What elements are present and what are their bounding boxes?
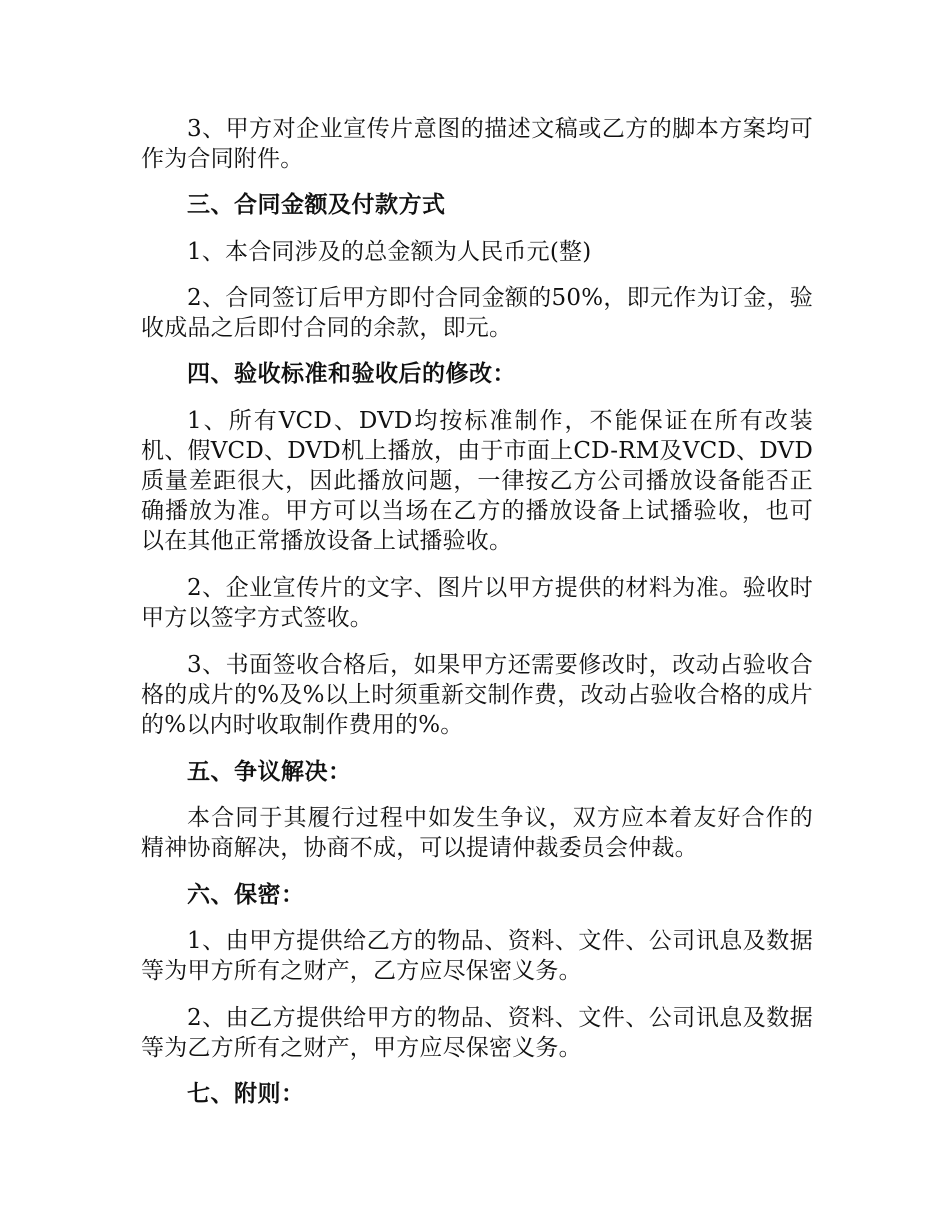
clause-playback-paragraph: 1、所有VCD、DVD均按标准制作，不能保证在所有改装机、假VCD、DVD机上播放，由于市面上CD-RM及VCD、DVD质量差距很大，因此播放问题，一律按乙方公司播放设备能否正确播放为准。甲方可以当场在乙方的播放设备上试播验收，也可以在其他正常播放设备上试播验收。 <box>141 408 813 554</box>
clause-payment-paragraph: 2、合同签订后甲方即付合同金额的50%，即元作为订金，验收成品之后即付合同的余款，即元。 <box>141 285 813 341</box>
section-heading-acceptance: 四、验收标准和验收后的修改： <box>187 360 516 387</box>
clause-materials-paragraph: 2、企业宣传片的文字、图片以甲方提供的材料为准。验收时甲方以签字方式签收。 <box>141 575 813 631</box>
section-heading-contract-amount: 三、合同金额及付款方式 <box>187 191 446 218</box>
clause-total-amount-paragraph: 1、本合同涉及的总金额为人民币元(整) <box>187 239 592 265</box>
section-heading-appendix: 七、附则： <box>187 1080 305 1107</box>
clause-party-b-confidentiality-paragraph: 2、由乙方提供给甲方的物品、资料、文件、公司讯息及数据等为乙方所有之财产，甲方应尽保密义务。 <box>141 1005 813 1061</box>
clause-dispute-paragraph: 本合同于其履行过程中如发生争议，双方应本着友好合作的精神协商解决，协商不成，可以提请仲裁委员会仲裁。 <box>141 805 813 861</box>
section-heading-confidentiality: 六、保密： <box>187 881 305 908</box>
section-heading-dispute: 五、争议解决： <box>187 758 352 785</box>
clause-party-a-confidentiality-paragraph: 1、由甲方提供给乙方的物品、资料、文件、公司讯息及数据等为甲方所有之财产，乙方应尽保密义务。 <box>141 928 813 984</box>
clause-attachment-paragraph: 3、甲方对企业宣传片意图的描述文稿或乙方的脚本方案均可作为合同附件。 <box>141 116 813 172</box>
clause-modification-paragraph: 3、书面签收合格后，如果甲方还需要修改时，改动占验收合格的成片的%及%以上时须重新交制作费，改动占验收合格的成片的%以内时收取制作费用的%。 <box>141 652 813 738</box>
